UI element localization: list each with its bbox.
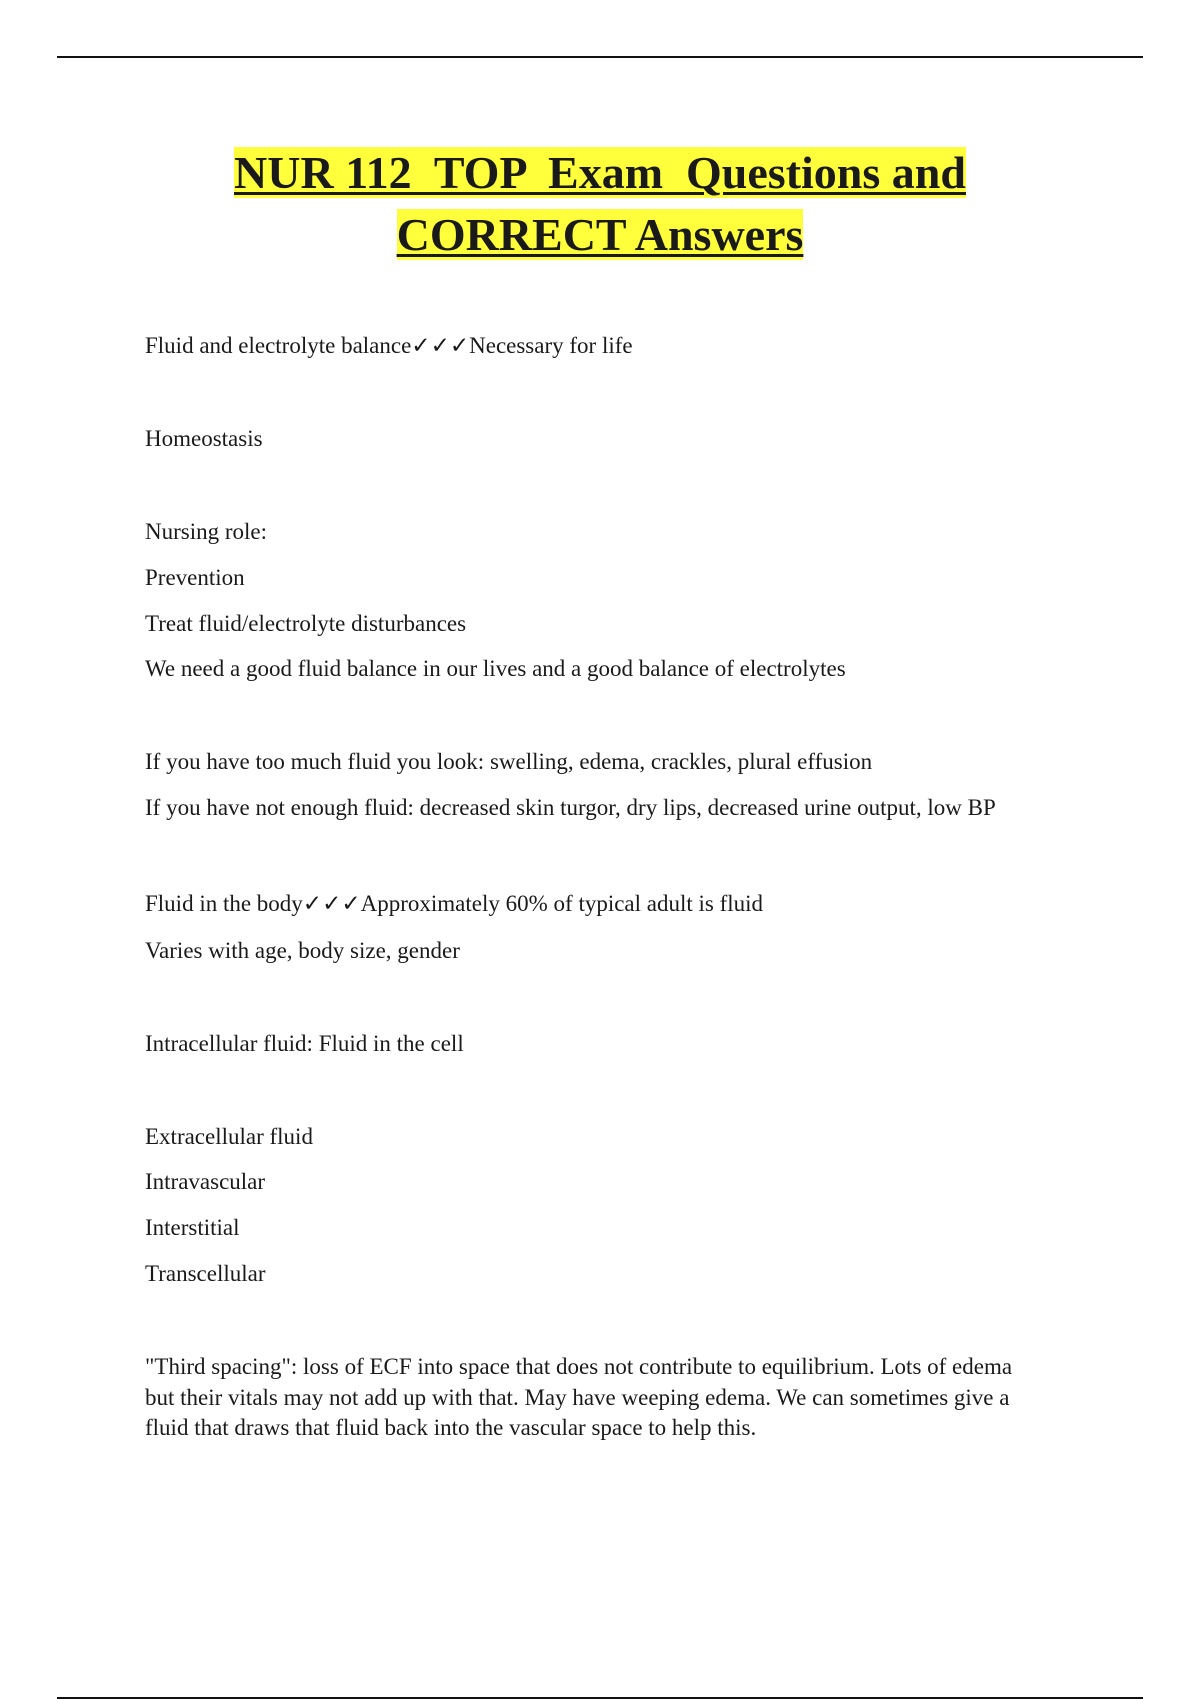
- line-extracellular: Extracellular fluid: [145, 1124, 313, 1149]
- line-intracellular: Intracellular fluid: Fluid in the cell: [145, 1031, 464, 1056]
- document-title: [0, 142, 1200, 266]
- line-prevention: Prevention: [145, 565, 245, 590]
- line-transcellular: Transcellular: [145, 1261, 266, 1286]
- line-homeostasis: Homeostasis: [145, 426, 263, 451]
- line-nursing-role: Nursing role:: [145, 519, 268, 544]
- line-too-much-fluid: If you have too much fluid you look: swelling, edema, crackles, plural effusion: [145, 749, 873, 774]
- line-varies: Varies with age, body size, gender: [145, 938, 460, 963]
- line-not-enough-fluid: If you have not enough fluid: decreased skin turgor, dry lips, decreased urine output, low BP: [145, 795, 996, 820]
- line-intravascular: Intravascular: [145, 1169, 266, 1194]
- line-fluid-in-body: Fluid in the body✓✓✓Approximately 60% of typical adult is fluid: [145, 891, 764, 916]
- title-line-1: NUR 112 TOP Exam Questions and: [234, 147, 966, 198]
- paragraph-third-spacing: "Third spacing": loss of ECF into space that does not contribute to equilibrium. Lots of edema but their vitals may not add up with that. May have weeping edema. We can sometimes give a fluid that draws that fluid back into the vascular space to help this.: [145, 1354, 1013, 1440]
- bottom-rule: [57, 1697, 1143, 1699]
- title-line-2: CORRECT Answers: [396, 209, 804, 260]
- line-treat-disturbances: Treat fluid/electrolyte disturbances: [145, 611, 467, 636]
- top-rule: [57, 56, 1143, 58]
- line-interstitial: Interstitial: [145, 1215, 240, 1240]
- line-fluid-electrolyte: Fluid and electrolyte balance✓✓✓Necessary for life: [145, 333, 633, 358]
- line-good-balance: We need a good fluid balance in our lives and a good balance of electrolytes: [145, 656, 846, 681]
